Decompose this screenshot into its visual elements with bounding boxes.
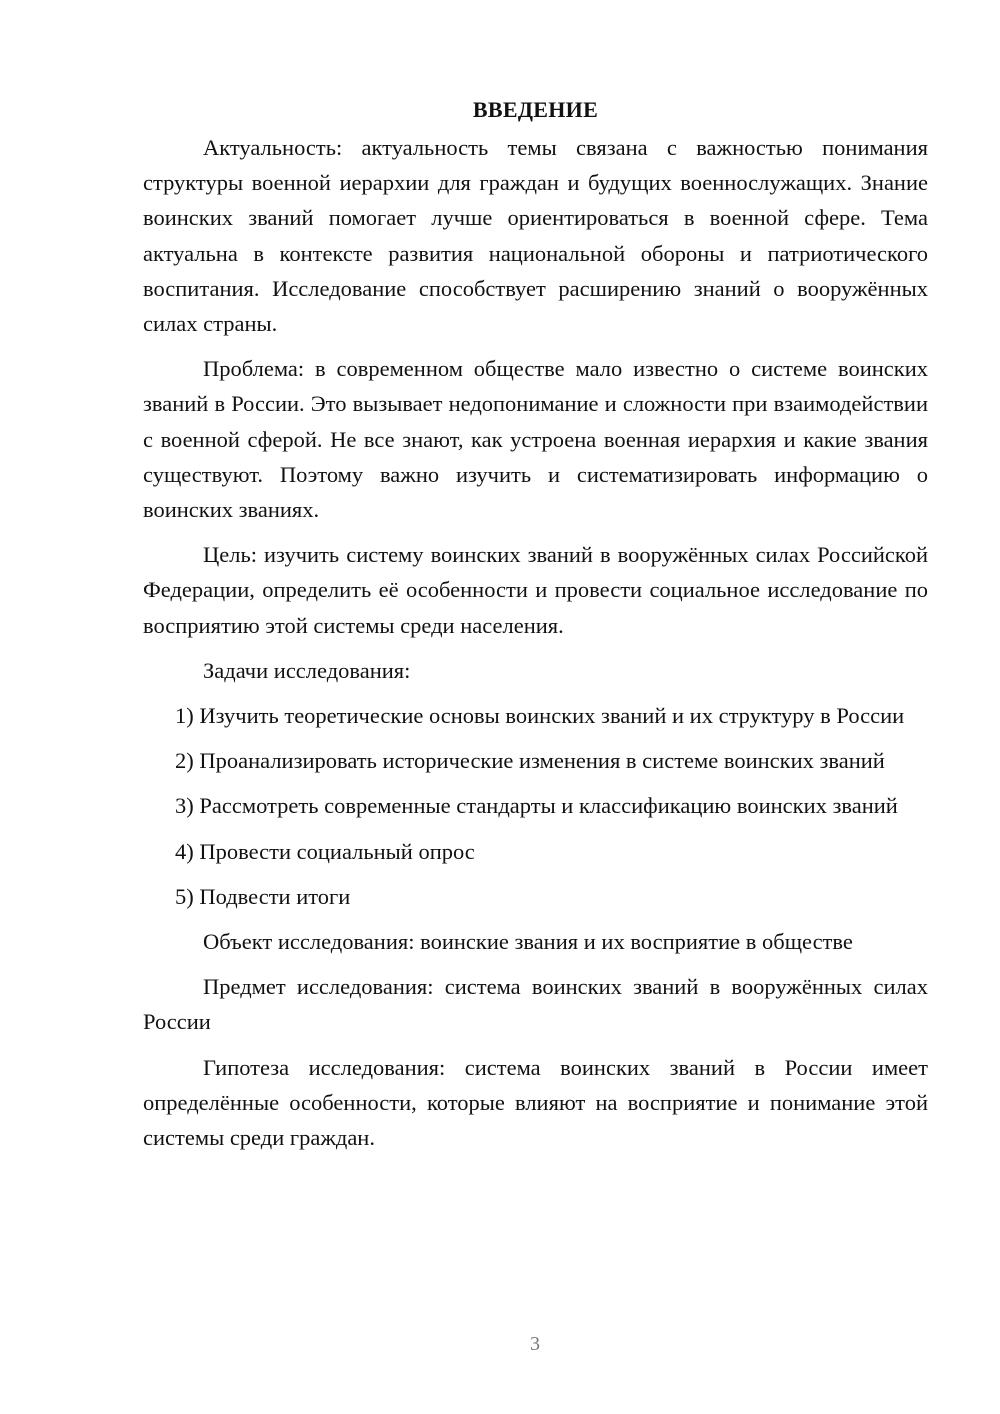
- object-paragraph: Объект исследования: воинские звания и их восприятие в обществе: [203, 929, 853, 955]
- document-page: [143, 92, 928, 1165]
- hypothesis-paragraph: Гипотеза исследования: система воинских званий в России имеет определённые особенности, которые влияют на восприятие и понимание этой системы среди граждан.: [143, 1054, 928, 1151]
- task-item-2: 2) Проанализировать исторические изменения в системе воинских званий: [175, 748, 885, 774]
- task-item-4: 4) Провести социальный опрос: [175, 838, 475, 864]
- task-item-1: 1) Изучить теоретические основы воинских званий и их структуру в России: [175, 703, 905, 729]
- task-item-3: 3) Рассмотреть современные стандарты и классификацию воинских званий: [175, 793, 898, 819]
- page-number: 3: [530, 1333, 540, 1355]
- tasks-title: Задачи исследования:: [203, 657, 411, 683]
- task-item-5: 5) Подвести итоги: [175, 883, 351, 909]
- section-heading: ВВЕДЕНИЕ: [472, 97, 599, 122]
- subject-paragraph: Предмет исследования: система воинских званий в вооружённых силах России: [143, 974, 928, 1035]
- problem-paragraph: Проблема: в современном обществе мало известно о системе воинских званий в России. Это вызывает недопонимание и сложности при взаимодействии с военной сферой. Не все знают, как устроена военная иерархия и какие звания существуют. Поэтому важно изучить и систематизировать информацию о воинских званиях.: [143, 356, 928, 523]
- goal-paragraph: Цель: изучить систему воинских званий в вооружённых силах Российской Федерации, определить её особенности и провести социальное исследование по восприятию этой системы среди населения.: [143, 542, 928, 638]
- relevance-paragraph: Актуальность: актуальность темы связана с важностью понимания структуры военной иерархии для граждан и будущих военнослужащих. Знание воинских званий помогает лучше ориентироваться в военной сфере. Тема актуальна в контексте развития национальной обороны и патриотического воспитания. Исследование способствует расширению знаний о вооружённых силах страны.: [143, 135, 928, 337]
